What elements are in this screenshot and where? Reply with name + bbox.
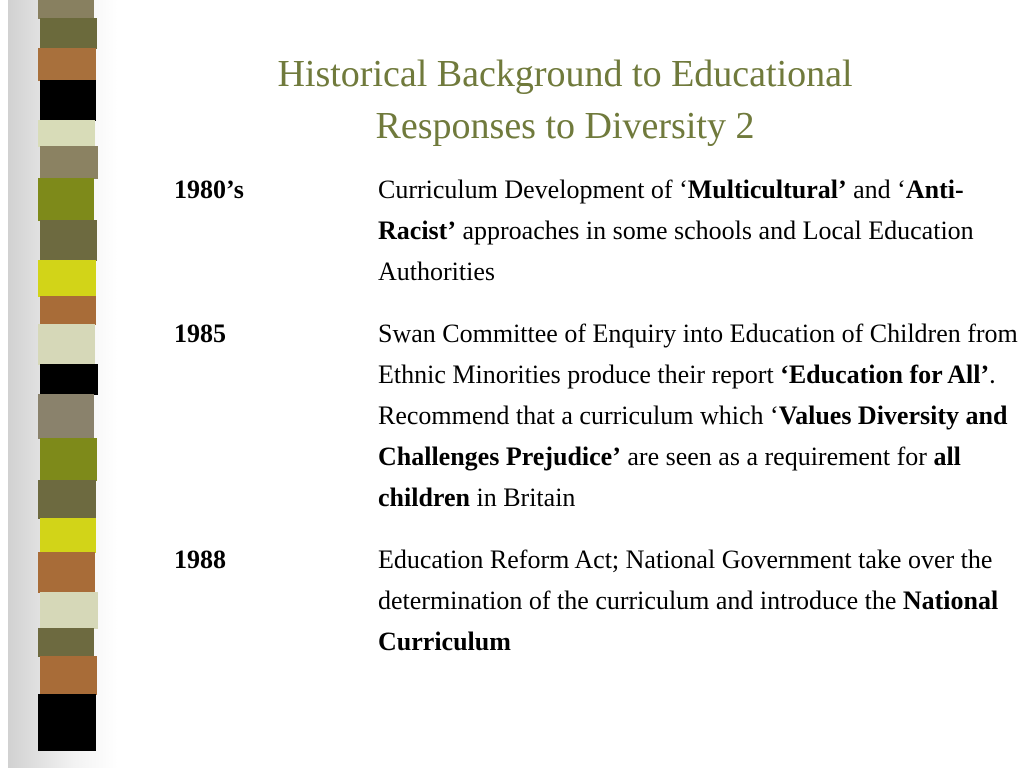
entry-description — [378, 539, 1019, 662]
stripe-band — [40, 220, 97, 261]
stripe-band — [38, 260, 96, 297]
body-text: Education Reform Act; National Government take over the determination of the curriculum and introduce the — [378, 545, 993, 615]
emphasis-text: Multicultural’ — [687, 175, 847, 204]
stripe-band — [40, 146, 98, 179]
stripe-band — [38, 178, 94, 221]
emphasis-text: Values Diversity and Challenges Prejudice’ — [378, 401, 1008, 471]
entry-year: 1985 — [174, 319, 226, 348]
stripe-band — [40, 364, 98, 395]
slide-title — [170, 48, 960, 152]
body-text: are seen as a requirement for — [620, 442, 934, 471]
emphasis-text: all children — [378, 442, 961, 512]
body-text: and ‘ — [846, 175, 906, 204]
stripe-band — [38, 48, 96, 81]
timeline-list — [174, 169, 1019, 683]
stripe-band — [40, 18, 97, 49]
slide-title-line-2: Responses to Diversity 2 — [375, 105, 755, 147]
entry-year: 1980’s — [174, 175, 244, 204]
slide-title-line-1: Historical Background to Educational — [277, 53, 853, 95]
emphasis-text: Anti-Racist’ — [378, 175, 964, 245]
stripe-band — [40, 656, 97, 695]
stripe-band — [38, 0, 94, 19]
stripe-band — [38, 394, 94, 439]
entry-description — [378, 169, 1019, 292]
emphasis-text: ‘Education for All’ — [780, 360, 990, 389]
stripe-bands — [38, 0, 96, 768]
stripe-band — [38, 694, 96, 751]
stripe-band — [38, 552, 95, 593]
stripe-band — [40, 296, 96, 325]
stripe-band — [40, 592, 98, 629]
body-text: . Recommend that a curriculum which ‘ — [378, 360, 996, 430]
stripe-band — [40, 518, 96, 553]
body-text: in Britain — [469, 483, 576, 512]
decorative-stripe-border — [0, 0, 130, 768]
body-text: Curriculum Development of ‘ — [378, 175, 688, 204]
body-text: approaches in some schools and Local Education Authorities — [378, 216, 974, 286]
entry-description — [378, 313, 1019, 518]
timeline-entry — [174, 313, 1019, 518]
stripe-band — [40, 80, 96, 121]
stripe-band — [38, 120, 95, 147]
stripe-band — [38, 628, 94, 657]
stripe-band — [40, 438, 97, 481]
entry-year: 1988 — [174, 545, 226, 574]
stripe-band — [38, 324, 95, 365]
timeline-entry — [174, 539, 1019, 662]
timeline-entry — [174, 169, 1019, 292]
stripe-band — [38, 480, 96, 519]
emphasis-text: National Curriculum — [378, 586, 999, 656]
body-text: Swan Committee of Enquiry into Education of Children from Ethnic Minorities produce their report — [378, 319, 1018, 389]
